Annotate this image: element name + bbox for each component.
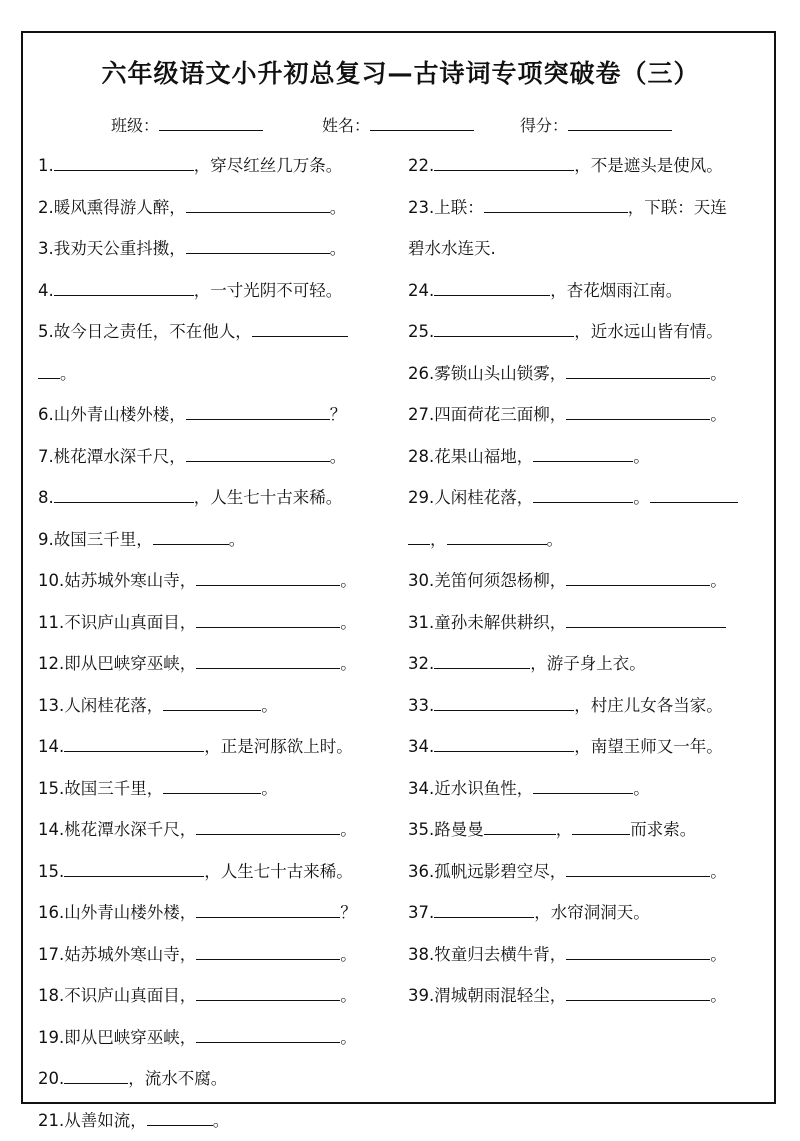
question-number: 34. [408,737,434,756]
question-number: 3. [38,239,54,258]
answer-blank[interactable] [572,818,630,835]
answer-blank[interactable] [484,196,628,213]
question-number: 15. [38,862,64,881]
answer-blank[interactable] [147,1109,213,1126]
question-item: 2.暖风熏得游人醉， 。 [38,187,398,229]
question-number: 22. [408,156,434,175]
answer-blank[interactable] [434,154,574,171]
question-item: 37. ，水帘洞洞天。 [408,892,768,934]
answer-blank[interactable] [54,279,194,296]
question-item: 31.童孙未解供耕织， [408,602,768,644]
question-item: 29.人闲桂花落， 。 [408,477,768,519]
question-number: 30. [408,571,434,590]
answer-blank[interactable] [64,735,204,752]
question-item: 39.渭城朝雨混轻尘， 。 [408,975,768,1017]
question-number: 39. [408,986,434,1005]
question-item: 11.不识庐山真面目， 。 [38,602,398,644]
question-continuation: ， 。 [408,519,768,561]
answer-blank[interactable] [566,403,710,420]
question-item: 1. ，穿尽红丝几万条。 [38,145,398,187]
answer-blank[interactable] [163,694,261,711]
question-item: 30.羌笛何须怨杨柳， 。 [408,560,768,602]
question-number: 18. [38,986,64,1005]
name-field[interactable] [322,113,474,136]
question-item: 34.近水识鱼性， 。 [408,768,768,810]
page-title: 六年级语文小升初总复习—古诗词专项突破卷（三） [21,54,780,90]
answer-blank[interactable] [434,320,574,337]
question-number: 12. [38,654,64,673]
answer-blank[interactable] [196,901,340,918]
question-number: 2. [38,198,54,217]
question-item: 22. ，不是遮头是使风。 [408,145,768,187]
question-number: 32. [408,654,434,673]
question-continuation: 。 [38,353,398,395]
answer-blank[interactable] [434,652,530,669]
answer-blank[interactable] [186,445,330,462]
answer-blank[interactable] [533,777,633,794]
question-number: 8. [38,488,54,507]
answer-blank[interactable] [196,984,340,1001]
name-label: 姓名： [322,116,370,135]
question-item: 15.故国三千里， 。 [38,768,398,810]
question-number: 35. [408,820,434,839]
question-item: 21.从善如流， 。 [38,1100,398,1141]
name-blank[interactable] [370,114,474,131]
question-number: 34. [408,779,434,798]
question-number: 5. [38,322,54,341]
question-number: 16. [38,903,64,922]
question-item: 8. ，人生七十古来稀。 [38,477,398,519]
question-column-left [38,145,398,1141]
answer-blank[interactable] [196,611,340,628]
question-number: 20. [38,1069,64,1088]
answer-blank[interactable] [566,943,710,960]
question-item: 10.姑苏城外寒山寺， 。 [38,560,398,602]
answer-blank[interactable] [196,652,340,669]
answer-blank[interactable] [566,860,710,877]
answer-blank[interactable] [434,279,550,296]
answer-blank[interactable] [54,154,194,171]
answer-blank[interactable] [196,818,340,835]
answer-blank[interactable] [54,486,194,503]
question-number: 6. [38,405,54,424]
question-item: 15. ，人生七十古来稀。 [38,851,398,893]
answer-blank[interactable] [434,901,534,918]
question-item: 4. ，一寸光阴不可轻。 [38,270,398,312]
question-item: 16.山外青山楼外楼， ？ [38,892,398,934]
answer-blank[interactable] [408,528,430,545]
question-item: 38.牧童归去横牛背， 。 [408,934,768,976]
answer-blank[interactable] [252,320,348,337]
question-item: 32. ，游子身上衣。 [408,643,768,685]
question-number: 1. [38,156,54,175]
question-number: 19. [38,1028,64,1047]
question-item: 35.路曼曼 ， 而求索。 [408,809,768,851]
question-item: 7.桃花潭水深千尺， 。 [38,436,398,478]
question-number: 25. [408,322,434,341]
question-number: 37. [408,903,434,922]
answer-blank[interactable] [434,694,574,711]
question-number: 14. [38,737,64,756]
answer-blank[interactable] [566,984,710,1001]
score-label: 得分： [520,116,568,135]
answer-blank[interactable] [484,818,556,835]
score-field[interactable] [520,113,672,136]
question-number: 36. [408,862,434,881]
question-item: 23.上联： ，下联：天连 [408,187,768,229]
question-item: 26.雾锁山头山锁雾， 。 [408,353,768,395]
answer-blank[interactable] [186,403,330,420]
question-item: 25. ，近水远山皆有情。 [408,311,768,353]
question-number: 10. [38,571,64,590]
answer-blank[interactable] [196,1026,340,1043]
question-item: 5.故今日之责任，不在他人， [38,311,398,353]
answer-blank[interactable] [163,777,261,794]
question-number: 13. [38,696,64,715]
question-item: 36.孤帆远影碧空尽， 。 [408,851,768,893]
answer-blank[interactable] [533,486,633,503]
answer-blank[interactable] [650,486,738,503]
answer-blank[interactable] [153,528,229,545]
answer-blank[interactable] [566,569,710,586]
question-number: 31. [408,613,434,632]
question-item: 14. ，正是河豚欲上时。 [38,726,398,768]
question-item: 14.桃花潭水深千尺， 。 [38,809,398,851]
answer-blank[interactable] [196,569,340,586]
question-number: 29. [408,488,434,507]
answer-blank[interactable] [64,860,204,877]
question-number: 21. [38,1111,64,1130]
question-number: 17. [38,945,64,964]
question-number: 15. [38,779,64,798]
answer-blank[interactable] [566,611,726,628]
question-number: 9. [38,530,54,549]
question-item: 6.山外青山楼外楼， ？ [38,394,398,436]
question-item: 24. ，杏花烟雨江南。 [408,270,768,312]
answer-blank[interactable] [64,1067,128,1084]
question-item: 27.四面荷花三面柳， 。 [408,394,768,436]
question-number: 27. [408,405,434,424]
question-item: 12.即从巴峡穿巫峡， 。 [38,643,398,685]
answer-blank[interactable] [186,196,330,213]
question-number: 23. [408,198,434,217]
answer-blank[interactable] [186,237,330,254]
question-item: 9.故国三千里， 。 [38,519,398,561]
question-item: 33. ，村庄儿女各当家。 [408,685,768,727]
question-continuation: 碧水水连天. [408,228,768,270]
question-item: 17.姑苏城外寒山寺， 。 [38,934,398,976]
answer-blank[interactable] [533,445,633,462]
answer-blank[interactable] [196,943,340,960]
question-item: 28.花果山福地， 。 [408,436,768,478]
class-field[interactable] [111,113,263,136]
question-number: 14. [38,820,64,839]
answer-blank[interactable] [434,735,574,752]
question-number: 24. [408,281,434,300]
question-number: 28. [408,447,434,466]
question-number: 38. [408,945,434,964]
answer-blank[interactable] [566,362,710,379]
question-number: 33. [408,696,434,715]
question-number: 26. [408,364,434,383]
question-number: 11. [38,613,64,632]
question-item: 20. ，流水不腐。 [38,1058,398,1100]
answer-blank[interactable] [447,528,547,545]
question-number: 4. [38,281,54,300]
question-item: 3.我劝天公重抖擞， 。 [38,228,398,270]
question-column-right [408,145,768,1017]
class-label: 班级： [111,116,159,135]
question-number: 7. [38,447,54,466]
question-item: 13.人闲桂花落， 。 [38,685,398,727]
question-item: 19.即从巴峡穿巫峡， 。 [38,1017,398,1059]
answer-blank[interactable] [38,362,60,379]
question-item: 34. ，南望王师又一年。 [408,726,768,768]
class-blank[interactable] [159,114,263,131]
score-blank[interactable] [568,114,672,131]
question-item: 18.不识庐山真面目， 。 [38,975,398,1017]
